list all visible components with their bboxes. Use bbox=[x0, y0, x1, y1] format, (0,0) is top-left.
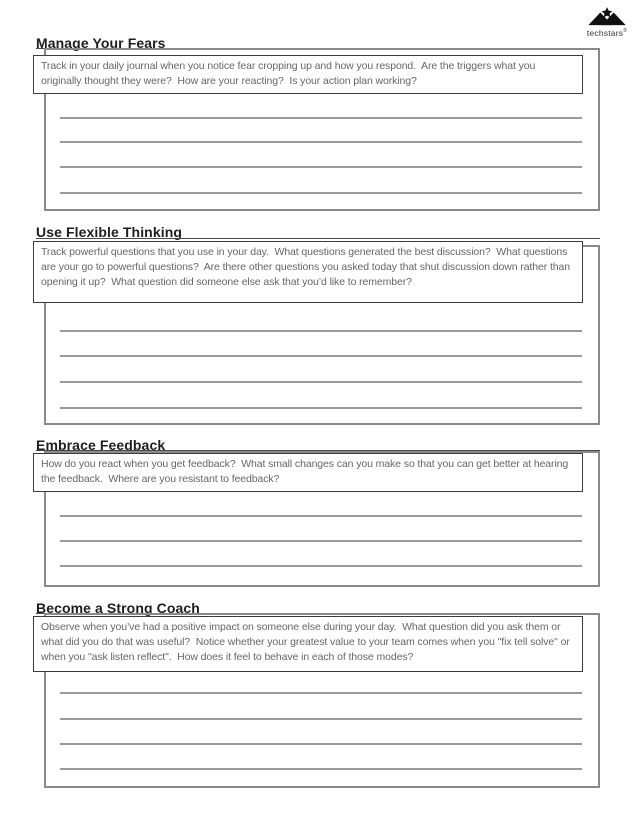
trademark-symbol: ® bbox=[623, 28, 628, 34]
writing-line bbox=[60, 407, 582, 409]
writing-line bbox=[60, 117, 582, 119]
prompt-text: Track in your daily journal when you notice fear cropping up and how you respond. Are the triggers what you originally thought they were? How are your reacting? Is your action plan working? bbox=[41, 60, 539, 87]
writing-line bbox=[60, 141, 582, 143]
techstars-logo-icon bbox=[587, 7, 627, 26]
prompt-text: How do you react when you get feedback? What small changes can you make so that you can get better at hearing the feedback. Where are you resistant to feedback? bbox=[41, 458, 571, 485]
heading-rule bbox=[36, 238, 600, 239]
writing-line bbox=[60, 330, 582, 332]
writing-line bbox=[60, 381, 582, 383]
techstars-logo bbox=[582, 7, 632, 38]
techstars-wordmark: techstars® bbox=[586, 27, 628, 38]
writing-line bbox=[60, 166, 582, 168]
prompt-text: Track powerful questions that you use in your day. What questions generated the best discussion? What questions are your go to powerful questions? Are there other questions you asked today that shut discussion down rather than opening it up? What question did someone else ask that you’d like to remember? bbox=[41, 246, 573, 288]
writing-line bbox=[60, 743, 582, 745]
section-title: Manage Your Fears bbox=[36, 35, 166, 51]
section-title: Embrace Feedback bbox=[36, 437, 166, 453]
writing-line bbox=[60, 692, 582, 694]
writing-line bbox=[60, 565, 582, 567]
section-title: Become a Strong Coach bbox=[36, 600, 200, 616]
prompt-text: Observe when you’ve had a positive impact on someone else during your day. What question did you ask them or what did you do that was useful? Notice whether your greatest value to your team comes when you "fix tell solve" or when you "ask listen reflect". How does it feel to behave in each of those modes? bbox=[41, 621, 573, 663]
writing-line bbox=[60, 718, 582, 720]
writing-line bbox=[60, 540, 582, 542]
prompt-box bbox=[33, 241, 583, 303]
prompt-box bbox=[33, 55, 583, 94]
prompt-box bbox=[33, 616, 583, 672]
writing-line bbox=[60, 515, 582, 517]
prompt-box bbox=[33, 453, 583, 492]
section-title: Use Flexible Thinking bbox=[36, 224, 183, 240]
writing-line bbox=[60, 355, 582, 357]
writing-line bbox=[60, 768, 582, 770]
writing-line bbox=[60, 192, 582, 194]
